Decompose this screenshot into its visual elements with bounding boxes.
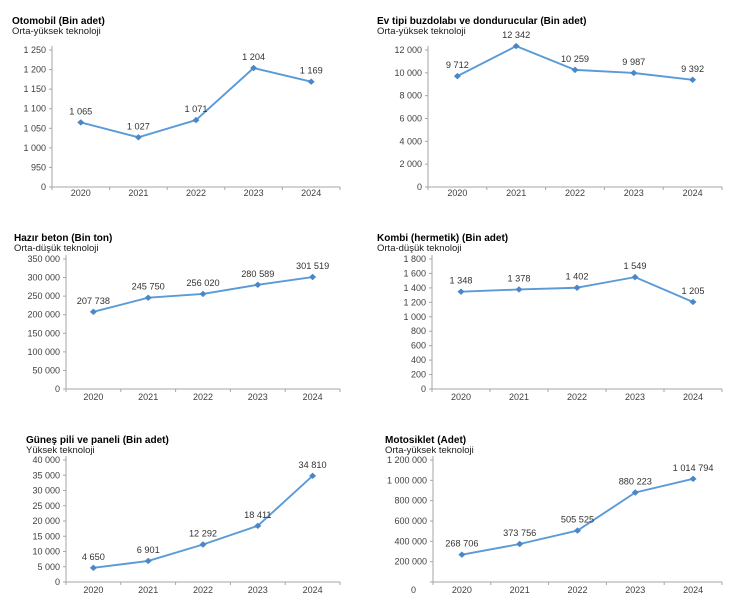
data-point-marker: [516, 286, 523, 292]
chart-subtitle: Orta-yüksek teknoloji: [385, 445, 474, 456]
x-axis-label: 2024: [301, 188, 322, 198]
data-point-marker: [630, 70, 637, 76]
y-axis-label: 0: [54, 577, 60, 587]
y-axis-label: 600: [410, 340, 426, 351]
data-point-label: 1 065: [69, 106, 93, 117]
y-axis-label: 50 000: [32, 365, 60, 376]
y-axis-label: 8 000: [399, 90, 422, 101]
data-point-marker: [574, 285, 581, 291]
line-chart: [375, 205, 750, 410]
data-point-marker: [689, 77, 696, 83]
y-axis-label: 150 000: [27, 328, 60, 339]
y-axis-label: 1 100: [23, 103, 46, 114]
x-axis-label: 2020: [450, 392, 472, 402]
x-axis-label: 2020: [70, 188, 91, 198]
data-point-marker: [200, 541, 207, 547]
chart-title: Hazır beton (Bin ton): [14, 233, 113, 244]
y-axis-label: 1 200 000: [386, 455, 427, 465]
data-point-label: 1 549: [623, 261, 647, 272]
chart-title: Motosiklet (Adet): [385, 435, 467, 446]
chart-panel-1: [0, 0, 375, 205]
chart-panel-6: [375, 410, 750, 613]
data-point-label: 9 712: [445, 60, 469, 71]
y-axis-label: 10 000: [394, 67, 422, 78]
data-point-label: 6 901: [136, 544, 160, 555]
chart-subtitle: Orta-düşük teknoloji: [377, 243, 462, 254]
y-axis-label: 12 000: [394, 45, 422, 55]
y-axis-label: 4 000: [399, 136, 422, 147]
x-axis-label: 2024: [682, 188, 703, 198]
chart-panel-4: [375, 205, 750, 410]
data-point-label: 9 987: [622, 56, 646, 67]
data-point-label: 1 014 794: [672, 462, 714, 473]
x-axis-label: 2021: [138, 392, 159, 402]
data-point-marker: [458, 551, 465, 557]
x-axis-label: 2021: [128, 188, 149, 198]
y-axis-label: 1 250: [23, 45, 46, 55]
y-axis-label: 20 000: [32, 516, 60, 526]
y-axis-label: 100 000: [27, 346, 60, 357]
x-axis-label: 2023: [243, 188, 264, 198]
data-point-marker: [572, 67, 579, 73]
chart-title: Güneş pili ve paneli (Bin adet): [26, 435, 169, 446]
x-axis-label: 2022: [185, 188, 207, 198]
y-axis-label: 600 000: [394, 516, 427, 526]
chart-panel-3: [0, 205, 375, 410]
chart-subtitle: Yüksek teknoloji: [26, 445, 95, 456]
data-point-label: 4 650: [81, 551, 105, 562]
chart-subtitle: Orta-yüksek teknoloji: [377, 26, 466, 37]
chart-subtitle: Orta-yüksek teknoloji: [12, 26, 101, 37]
chart-title: Ev tipi buzdolabı ve dondurucular (Bin adet): [377, 16, 587, 27]
y-axis-label: 200 000: [27, 309, 60, 320]
data-point-marker: [254, 282, 261, 288]
y-axis-label: 0: [54, 384, 60, 394]
chart-panel-2: [375, 0, 750, 205]
y-axis-label: 0: [410, 585, 416, 595]
x-axis-label: 2020: [83, 392, 104, 402]
y-axis-label: 25 000: [32, 500, 60, 511]
data-point-label: 280 589: [241, 268, 275, 279]
y-axis-label: 1 050: [23, 123, 46, 134]
y-axis-label: 950: [30, 162, 46, 173]
x-axis-label: 2020: [83, 585, 104, 595]
series-line: [93, 476, 312, 568]
data-point-label: 34 810: [298, 459, 327, 470]
y-axis-label: 1 200: [403, 297, 426, 308]
data-point-label: 12 292: [188, 528, 218, 539]
y-axis-label: 1 800: [403, 254, 426, 264]
data-point-label: 1 071: [184, 104, 208, 115]
x-axis-label: 2023: [247, 392, 268, 402]
data-point-label: 9 392: [681, 63, 705, 74]
y-axis-label: 6 000: [399, 113, 422, 124]
y-axis-label: 30 000: [32, 485, 60, 496]
data-point-label: 880 223: [618, 476, 652, 487]
data-point-label: 1 169: [299, 65, 323, 76]
y-axis-label: 1 000: [23, 142, 46, 153]
data-point-label: 373 756: [503, 528, 537, 539]
data-point-marker: [90, 309, 97, 315]
series-line: [81, 68, 311, 137]
data-point-marker: [458, 288, 465, 294]
y-axis-label: 0: [420, 384, 426, 394]
y-axis-label: 1 200: [23, 64, 46, 75]
data-point-marker: [90, 565, 97, 571]
data-point-marker: [690, 476, 697, 482]
y-axis-label: 40 000: [32, 455, 60, 465]
data-point-label: 268 706: [445, 538, 479, 549]
x-axis-label: 2024: [683, 585, 704, 595]
x-axis-label: 2022: [564, 188, 586, 198]
y-axis-label: 0: [416, 182, 422, 192]
x-axis-label: 2021: [509, 585, 530, 595]
y-axis-label: 200: [410, 369, 426, 380]
y-axis-label: 1 600: [403, 268, 426, 279]
y-axis-label: 15 000: [32, 531, 60, 542]
x-axis-label: 2022: [566, 392, 588, 402]
data-point-label: 1 205: [681, 285, 705, 296]
y-axis-label: 200 000: [394, 556, 427, 567]
data-point-marker: [145, 295, 152, 301]
data-point-marker: [308, 79, 315, 85]
data-point-marker: [309, 274, 316, 280]
line-chart: [375, 410, 750, 613]
data-point-marker: [200, 291, 207, 297]
x-axis-label: 2020: [447, 188, 468, 198]
y-axis-label: 35 000: [32, 470, 60, 481]
y-axis-label: 1 000: [403, 311, 426, 322]
line-chart: [0, 410, 375, 613]
data-point-marker: [77, 119, 84, 125]
x-axis-label: 2022: [192, 585, 214, 595]
y-axis-label: 1 400: [403, 282, 426, 293]
x-axis-label: 2021: [506, 188, 527, 198]
data-point-marker: [135, 134, 142, 140]
data-point-label: 207 738: [76, 295, 111, 306]
chart-panel-5: [0, 410, 375, 613]
x-axis-label: 2022: [567, 585, 588, 595]
chart-title: Otomobil (Bin adet): [12, 16, 105, 27]
x-axis-label: 2020: [451, 585, 472, 595]
data-point-label: 1 348: [449, 275, 473, 286]
data-point-marker: [516, 541, 523, 547]
data-point-label: 245 750: [131, 281, 165, 292]
data-point-marker: [690, 299, 697, 305]
y-axis-label: 300 000: [27, 272, 60, 283]
x-axis-label: 2021: [508, 392, 530, 402]
data-point-marker: [145, 558, 152, 564]
chart-subtitle: Orta-düşük teknoloji: [14, 243, 99, 254]
x-axis-label: 2024: [682, 392, 704, 402]
x-axis-label: 2024: [302, 392, 323, 402]
data-point-marker: [632, 274, 639, 280]
x-axis-label: 2023: [247, 585, 268, 595]
y-axis-label: 350 000: [27, 254, 60, 264]
y-axis-label: 0: [40, 182, 46, 192]
x-axis-label: 2023: [624, 392, 646, 402]
line-chart: [375, 0, 750, 205]
data-point-label: 1 027: [126, 121, 150, 132]
x-axis-label: 2023: [625, 585, 646, 595]
data-point-label: 1 378: [507, 273, 531, 284]
y-axis-label: 400: [410, 355, 426, 366]
y-axis-label: 1 000 000: [386, 475, 427, 486]
data-point-label: 18 411: [244, 509, 272, 520]
y-axis-label: 400 000: [394, 536, 427, 547]
x-axis-label: 2024: [302, 585, 323, 595]
x-axis-label: 2023: [623, 188, 644, 198]
data-point-label: 10 259: [560, 53, 590, 64]
data-point-label: 301 519: [295, 261, 330, 272]
data-point-label: 12 342: [502, 30, 531, 41]
line-chart: [0, 0, 375, 205]
data-point-label: 1 402: [565, 271, 589, 282]
y-axis-label: 2 000: [399, 159, 422, 170]
data-point-label: 1 204: [242, 52, 266, 63]
x-axis-label: 2021: [138, 585, 159, 595]
y-axis-label: 10 000: [32, 546, 60, 557]
data-point-label: 256 020: [186, 277, 220, 288]
data-point-label: 505 525: [560, 514, 595, 525]
y-axis-label: 800: [410, 326, 426, 337]
y-axis-label: 800 000: [394, 495, 427, 506]
chart-title: Kombi (hermetik) (Bin adet): [377, 233, 509, 244]
y-axis-label: 1 150: [23, 84, 46, 95]
line-chart: [0, 205, 375, 410]
y-axis-label: 5 000: [37, 561, 60, 572]
y-axis-label: 250 000: [27, 291, 60, 302]
x-axis-label: 2022: [192, 392, 214, 402]
